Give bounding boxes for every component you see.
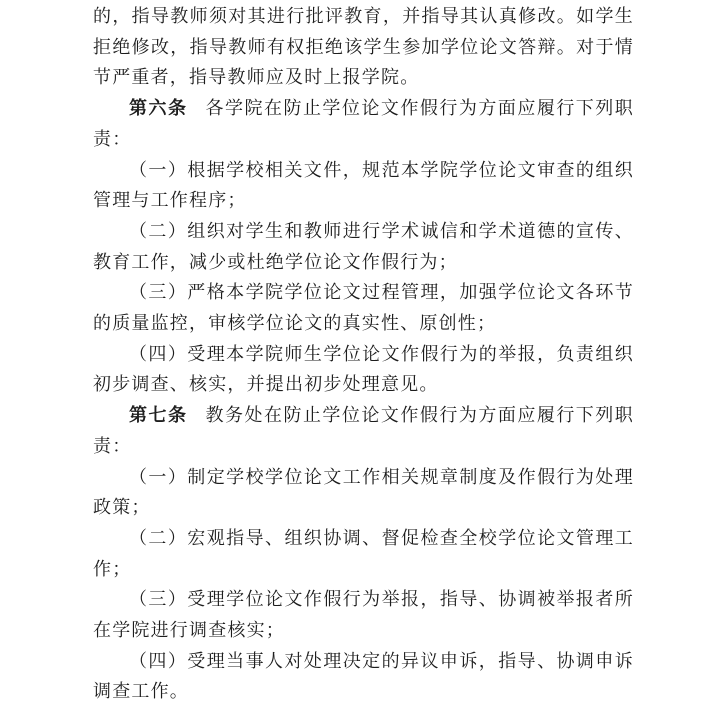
article-6-item-1: （一）根据学校相关文件，规范本学院学位论文审查的组织管理与工作程序；: [93, 159, 634, 212]
article-6-item-3: （三）严格本学院学位论文过程管理，加强学位论文各环节的质量监控，审核学位论文的真实性、原创性；: [93, 282, 634, 335]
article-7-item-4: （四）受理当事人对处理决定的异议申诉，指导、协调申诉调查工作。: [93, 650, 634, 703]
article-7-item-3: （三）受理学位论文作假行为举报，指导、协调被举报者所在学院进行调查核实；: [93, 589, 634, 642]
article-7-item-1: （一）制定学校学位论文工作相关规章制度及作假行为处理政策；: [93, 466, 634, 519]
paragraph-continuation: 的，指导教师须对其进行批评教育，并指导其认真修改。如学生拒绝修改，指导教师有权拒绝该学生参加学位论文答辩。对于情节严重者，指导教师应及时上报学院。: [93, 6, 634, 89]
article-6-item-4: （四）受理本学院师生学位论文作假行为的举报，负责组织初步调查、核实，并提出初步处理意见。: [93, 343, 634, 396]
article-6-text: 各学院在防止学位论文作假行为方面应履行下列职责：: [93, 98, 634, 150]
article-7-text: 教务处在防止学位论文作假行为方面应履行下列职责：: [93, 405, 634, 457]
article-6: [93, 94, 634, 155]
article-7-title: 第七条: [129, 405, 188, 427]
article-7-item-2: （二）宏观指导、组织协调、督促检查全校学位论文管理工作；: [93, 527, 634, 580]
article-7: [93, 401, 634, 462]
article-6-item-2: （二）组织对学生和教师进行学术诚信和学术道德的宣传、教育工作，减少或杜绝学位论文作假行为；: [93, 220, 634, 273]
article-6-title: 第六条: [129, 98, 188, 120]
